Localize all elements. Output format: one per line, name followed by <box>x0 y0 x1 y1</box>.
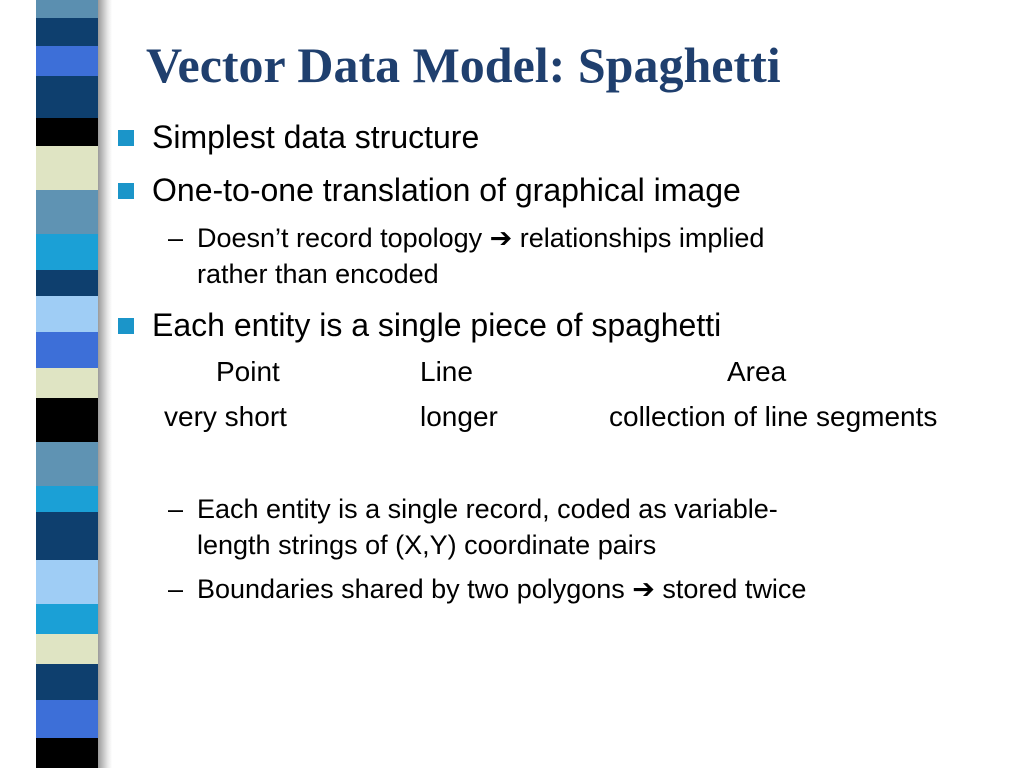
sub-bullet-line: Doesn’t record topology ➔ relationships implied <box>197 223 765 253</box>
stripe-segment <box>36 398 98 442</box>
stripe-segment <box>36 270 98 296</box>
table-header-area: Area <box>727 356 787 387</box>
sub-bullet-text <box>197 571 957 607</box>
sub-bullet-text <box>197 220 957 292</box>
table-cell-point: very short <box>164 401 287 432</box>
stripe-segment <box>36 46 98 76</box>
stripe-segment <box>36 296 98 332</box>
sub-bullet-dash: – <box>168 223 184 253</box>
stripe-segment <box>36 76 98 118</box>
bullet-square-icon <box>118 183 134 199</box>
stripe-segment <box>36 146 98 190</box>
stripe-segment <box>36 118 98 146</box>
slide-title: Vector Data Model: Spaghetti <box>146 37 781 93</box>
bullet-text: Each entity is a single piece of spaghetti <box>152 307 722 343</box>
table-header-line: Line <box>420 356 473 387</box>
stripe-segment <box>36 634 98 664</box>
stripe-segment <box>36 512 98 560</box>
stripe-segment <box>36 0 98 18</box>
stripe-segment <box>36 332 98 368</box>
sub-bullet-line: rather than encoded <box>197 259 439 289</box>
bullet-square-icon <box>118 130 134 146</box>
stripe-margin <box>0 0 36 768</box>
sub-bullet-line: length strings of (X,Y) coordinate pairs <box>197 530 657 560</box>
stripe-segment <box>36 664 98 700</box>
sub-bullet-text <box>197 491 957 563</box>
stripe-segment <box>36 700 98 738</box>
stripe-segment <box>36 18 98 46</box>
stripe-segment <box>36 560 98 604</box>
stripe-segment <box>36 442 98 486</box>
sub-bullet-line: Boundaries shared by two polygons ➔ stored twice <box>197 574 807 604</box>
stripe-segment <box>36 486 98 512</box>
table-cell-line: longer <box>420 401 498 432</box>
stripe-segment <box>36 738 98 768</box>
stripe-segment <box>36 234 98 270</box>
sub-bullet-dash: – <box>168 494 184 524</box>
bullet-square-icon <box>118 318 134 334</box>
stripe-segment <box>36 604 98 634</box>
stripe-segment <box>36 190 98 234</box>
stripe-shadow <box>98 0 112 768</box>
table-header-point: Point <box>216 356 280 387</box>
stripe-segment <box>36 368 98 398</box>
sub-bullet-dash: – <box>168 574 184 604</box>
decorative-stripe <box>0 0 120 768</box>
bullet-text: One-to-one translation of graphical image <box>152 172 741 208</box>
sub-bullet-line: Each entity is a single record, coded as variable- <box>197 494 778 524</box>
bullet-text: Simplest data structure <box>152 119 480 155</box>
stripe-column <box>36 0 98 768</box>
table-cell-area: collection of line segments <box>609 401 938 432</box>
